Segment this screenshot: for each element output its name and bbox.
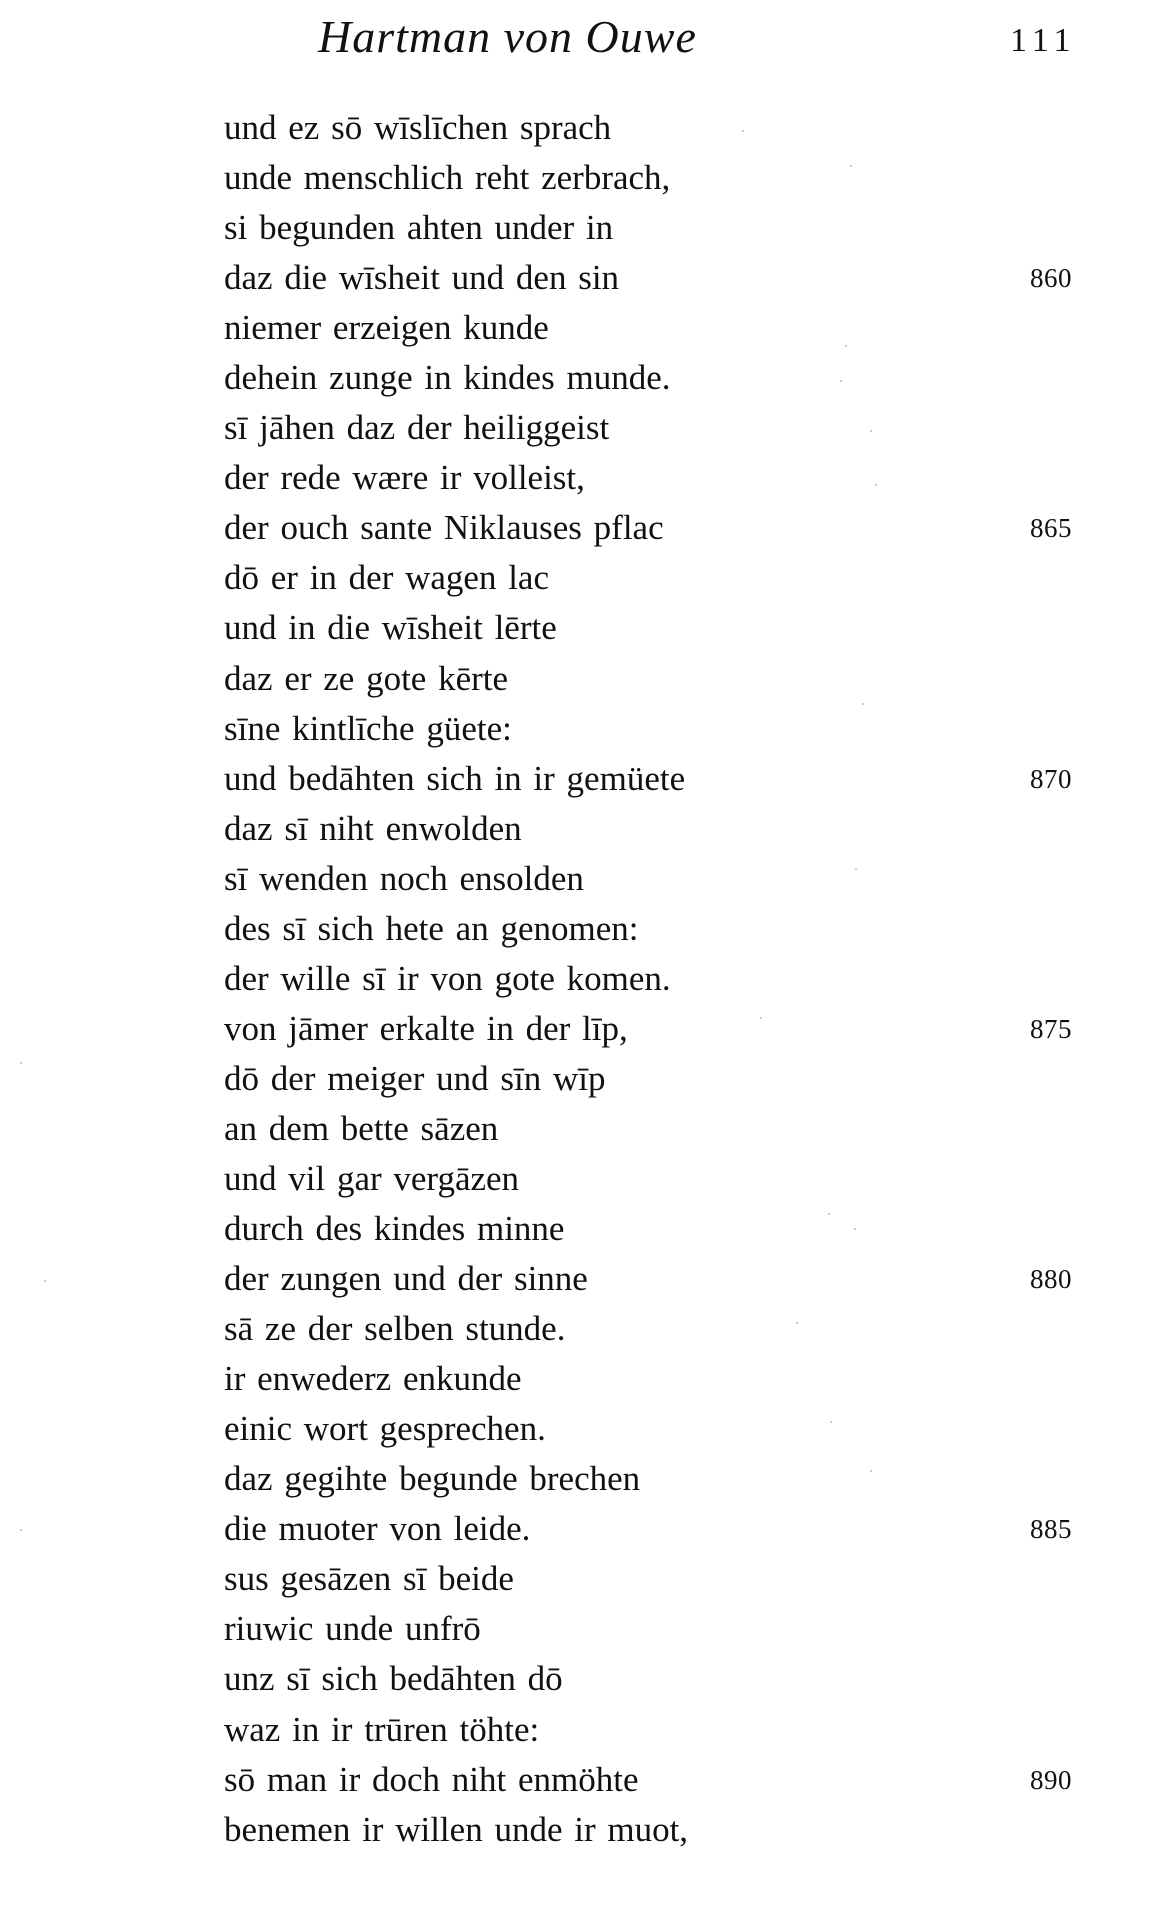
print-speck bbox=[850, 165, 852, 167]
verse-line bbox=[224, 403, 1084, 453]
verse-line bbox=[224, 453, 1084, 503]
print-speck bbox=[760, 1017, 762, 1019]
verse-text: der zungen und der sinne bbox=[224, 1259, 588, 1299]
verse-line bbox=[224, 1054, 1084, 1104]
verse-line bbox=[224, 103, 1084, 153]
verse-number: 870 bbox=[1030, 763, 1072, 794]
print-speck bbox=[20, 1062, 22, 1064]
verse-line bbox=[224, 603, 1084, 653]
verse-text: daz er ze gote kērte bbox=[224, 658, 509, 698]
verse-text: dō er in der wagen lac bbox=[224, 558, 549, 598]
print-speck bbox=[862, 703, 864, 705]
verse-number: 890 bbox=[1030, 1764, 1072, 1795]
verse-number: 860 bbox=[1030, 263, 1072, 294]
verse-text: waz in ir trūren töhte: bbox=[224, 1709, 540, 1749]
print-speck bbox=[840, 380, 842, 382]
verse-line bbox=[224, 1504, 1084, 1554]
print-speck bbox=[828, 1213, 830, 1215]
verse-line bbox=[224, 1104, 1084, 1154]
verse-line bbox=[224, 353, 1084, 403]
verse-text: und in die wīsheit lērte bbox=[224, 608, 557, 648]
verse-line bbox=[224, 1755, 1084, 1805]
verse-text: der rede wære ir volleist, bbox=[224, 458, 585, 498]
verse-line bbox=[224, 1304, 1084, 1354]
verse-line bbox=[224, 904, 1084, 954]
verse-text: und vil gar vergāzen bbox=[224, 1158, 520, 1198]
verse-text: an dem bette sāzen bbox=[224, 1108, 499, 1148]
verse-line bbox=[224, 954, 1084, 1004]
print-speck bbox=[845, 345, 847, 347]
verse-text: sīne kintlīche güete: bbox=[224, 708, 512, 748]
print-speck bbox=[742, 130, 744, 132]
verse-text: des sī sich hete an genomen: bbox=[224, 908, 639, 948]
verse-line bbox=[224, 854, 1084, 904]
running-title: Hartman von Ouwe bbox=[318, 11, 697, 62]
verse-text: durch des kindes minne bbox=[224, 1209, 565, 1249]
verse-line bbox=[224, 253, 1084, 303]
verse-line bbox=[224, 754, 1084, 804]
print-speck bbox=[20, 1529, 22, 1531]
print-speck bbox=[854, 1228, 856, 1230]
verse-line bbox=[224, 1354, 1084, 1404]
verse-line bbox=[224, 1404, 1084, 1454]
verse-number: 875 bbox=[1030, 1013, 1072, 1044]
verse-text: sā ze der selben stunde. bbox=[224, 1309, 566, 1349]
verse-line bbox=[224, 654, 1084, 704]
verse-text: niemer erzeigen kunde bbox=[224, 308, 549, 348]
verse-number: 880 bbox=[1030, 1264, 1072, 1295]
verse-text: sus gesāzen sī beide bbox=[224, 1559, 514, 1599]
print-speck bbox=[870, 1470, 872, 1472]
verse-line bbox=[224, 1454, 1084, 1504]
verse-text: und bedāhten sich in ir gemüete bbox=[224, 758, 686, 798]
verse-line bbox=[224, 503, 1084, 553]
verse-line bbox=[224, 1604, 1084, 1654]
print-speck bbox=[44, 1280, 46, 1282]
verse-line bbox=[224, 1004, 1084, 1054]
verse-text: einic wort gesprechen. bbox=[224, 1409, 546, 1449]
verse-block bbox=[224, 103, 1084, 1855]
verse-line bbox=[224, 203, 1084, 253]
verse-line bbox=[224, 1705, 1084, 1755]
verse-text: dehein zunge in kindes munde. bbox=[224, 358, 671, 398]
print-speck bbox=[870, 430, 872, 432]
verse-line bbox=[224, 1154, 1084, 1204]
verse-line bbox=[224, 553, 1084, 603]
verse-line bbox=[224, 1254, 1084, 1304]
verse-line bbox=[224, 704, 1084, 754]
verse-line bbox=[224, 1554, 1084, 1604]
verse-line bbox=[224, 153, 1084, 203]
print-speck bbox=[855, 868, 857, 870]
verse-line bbox=[224, 804, 1084, 854]
verse-line bbox=[224, 1654, 1084, 1704]
verse-text: daz die wīsheit und den sin bbox=[224, 258, 620, 298]
verse-number: 865 bbox=[1030, 513, 1072, 544]
verse-text: sī jāhen daz der heiliggeist bbox=[224, 408, 610, 448]
verse-line bbox=[224, 303, 1084, 353]
print-speck bbox=[830, 1421, 832, 1423]
verse-text: von jāmer erkalte in der līp, bbox=[224, 1008, 628, 1048]
verse-text: sī wenden noch ensolden bbox=[224, 858, 584, 898]
verse-text: und ez sō wīslīchen sprach bbox=[224, 108, 612, 147]
verse-text: benemen ir willen unde ir muot, bbox=[224, 1809, 689, 1849]
verse-text: unde menschlich reht zerbrach, bbox=[224, 158, 671, 198]
verse-text: si begunden ahten under in bbox=[224, 208, 614, 248]
verse-line bbox=[224, 1805, 1084, 1855]
verse-text: unz sī sich bedāhten dō bbox=[224, 1659, 563, 1699]
verse-line bbox=[224, 1204, 1084, 1254]
verse-number: 885 bbox=[1030, 1514, 1072, 1545]
verse-text: ir enwederz enkunde bbox=[224, 1359, 522, 1399]
verse-text: riuwic unde unfrō bbox=[224, 1609, 481, 1649]
verse-text: sō man ir doch niht enmöhte bbox=[224, 1759, 639, 1799]
verse-text: der ouch sante Niklauses pflac bbox=[224, 508, 664, 548]
verse-text: daz sī niht enwolden bbox=[224, 808, 522, 848]
verse-text: die muoter von leide. bbox=[224, 1509, 531, 1549]
verse-text: dō der meiger und sīn wīp bbox=[224, 1058, 606, 1098]
print-speck bbox=[796, 1322, 798, 1324]
verse-text: der wille sī ir von gote komen. bbox=[224, 958, 671, 998]
page-number: 111 bbox=[1010, 22, 1077, 59]
print-speck bbox=[875, 484, 877, 486]
verse-text: daz gegihte begunde brechen bbox=[224, 1459, 641, 1499]
